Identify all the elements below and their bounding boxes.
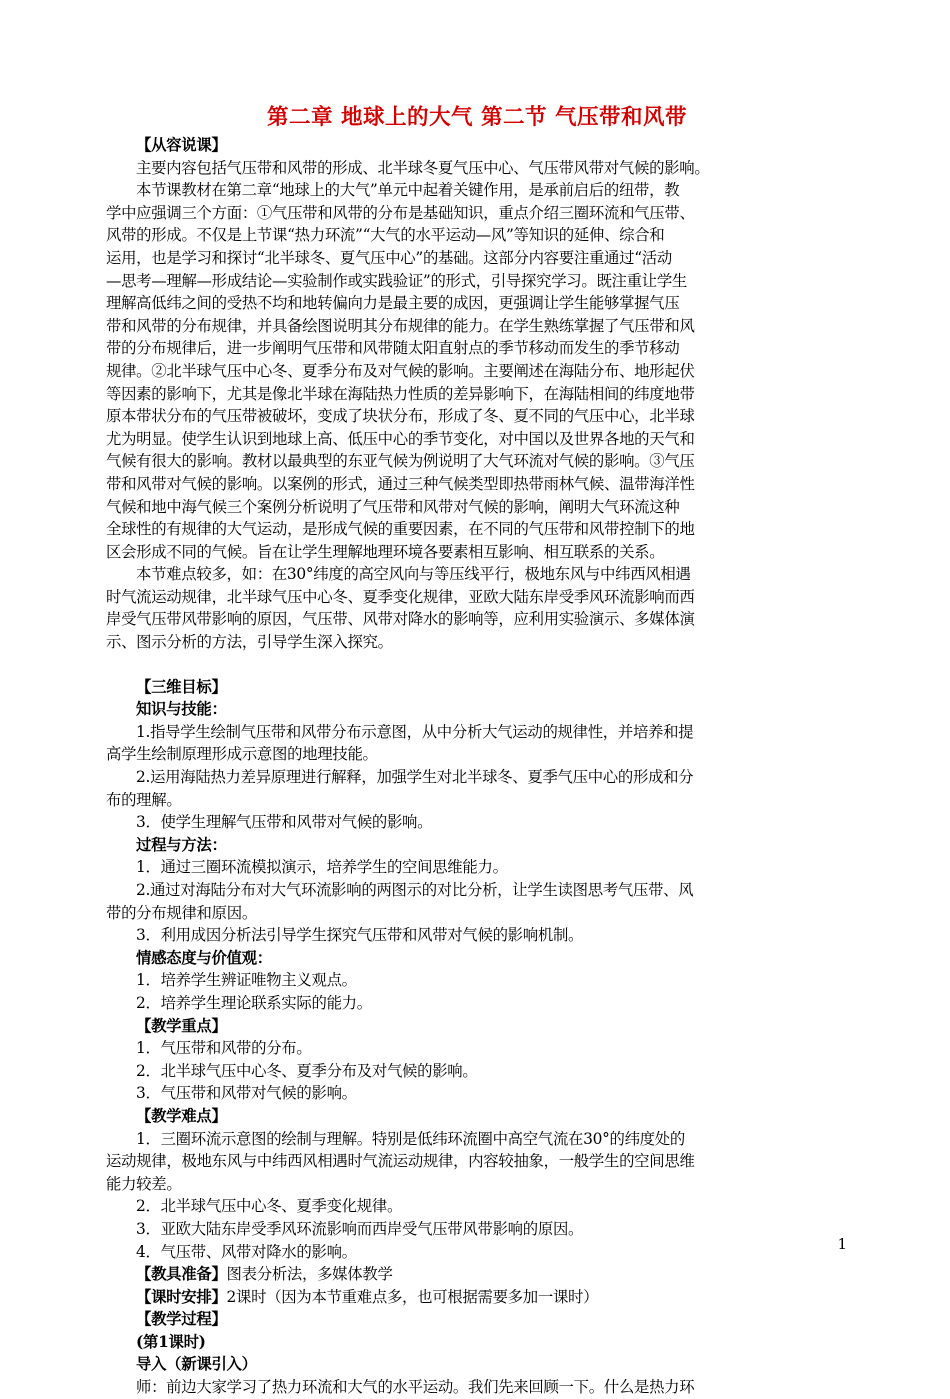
section-heading: 过程与方法： — [136, 835, 227, 854]
text-line: 布的理解。 — [106, 790, 182, 809]
inline-heading: 【课时安排】 — [136, 1287, 227, 1306]
text-line: 1．三圈环流示意图的绘制与理解。特别是低纬环流圈中高空气流在30°的纬度处的 — [136, 1129, 685, 1148]
text-line: 4．气压带、风带对降水的影响。 — [136, 1242, 357, 1261]
inline-heading: 【教具准备】 — [136, 1265, 227, 1284]
text-line: 全球性的有规律的大气运动，是形成气候的重要因素，在不同的气压带和风带控制下的地 — [106, 520, 695, 539]
text-line: 原本带状分布的气压带被破坏，变成了块状分布，形成了冬、夏不同的气压中心，北半球 — [106, 407, 695, 426]
document-body — [106, 134, 848, 1399]
text-line: 带和风带的分布规律，并具备绘图说明其分布规律的能力。在学生熟练掌握了气压带和风 — [106, 316, 695, 335]
section-heading: 情感态度与价值观： — [136, 948, 272, 967]
text-line: 带和风带对气候的影响。以案例的形式，通过三种气候类型即热带雨林气候、温带海洋性 — [106, 474, 695, 493]
text-line: 气候有很大的影响。教材以最典型的东亚气候为例说明了大气环流对气候的影响。③气压 — [106, 452, 695, 471]
text-line: 气候和地中海气候三个案例分析说明了气压带和风带对气候的影响，阐明大气环流这种 — [106, 497, 680, 516]
text-line: 风带的形成。不仅是上节课“热力环流”“大气的水平运动—风”等知识的延伸、综合和 — [106, 226, 665, 245]
document-title: 第二章 地球上的大气 第二节 气压带和风带 — [267, 105, 687, 130]
text-line: 运用，也是学习和探讨“北半球冬、夏气压中心”的基础。这部分内容要注重通过“活动 — [106, 248, 672, 267]
text-line: 等因素的影响下，尤其是像北半球在海陆热力性质的差异影响下，在海陆相间的纬度地带 — [106, 384, 695, 403]
text-line: 3．使学生理解气压带和风带对气候的影响。 — [136, 813, 433, 832]
text-line — [106, 1263, 848, 1286]
text-line: 主要内容包括气压带和风带的形成、北半球冬夏气压中心、气压带风带对气候的影响。 — [136, 158, 710, 177]
text-line: 能力较差。 — [106, 1174, 182, 1193]
text-line: 2.通过对海陆分布对大气环流影响的两图示的对比分析，让学生读图思考气压带、风 — [136, 881, 694, 899]
text-line: 高学生绘制原理形成示意图的地理技能。 — [106, 745, 378, 764]
section-heading: 导入（新课引入） — [136, 1355, 257, 1374]
text-line: 本节课教材在第二章“地球上的大气”单元中起着关键作用，是承前启后的纽带，教 — [136, 181, 680, 200]
page-number: 1 — [837, 1235, 847, 1253]
section-heading: 【教学重点】 — [136, 1016, 227, 1035]
section-heading: 知识与技能： — [136, 700, 227, 719]
text-line: 运动规律，极地东风与中纬西风相遇时气流运动规律，内容较抽象，一般学生的空间思维 — [106, 1152, 695, 1171]
text-line: 1.指导学生绘制气压带和风带分布示意图，从中分析大气运动的规律性，并培养和提 — [136, 722, 694, 741]
text-line: 1．气压带和风带的分布。 — [136, 1039, 312, 1058]
text-line: 区会形成不同的气候。旨在让学生理解地理环境各要素相互影响、相互联系的关系。 — [106, 542, 665, 561]
text-line: 学中应强调三个方面：①气压带和风带的分布是基础知识，重点介绍三圈环流和气压带、 — [106, 203, 695, 222]
text-line: 2.运用海陆热力差异原理进行解释，加强学生对北半球冬、夏季气压中心的形成和分 — [136, 768, 694, 787]
text-line: —思考—理解—形成结论—实验制作或实践验证”的形式，引导探究学习。既注重让学生 — [106, 271, 688, 290]
inline-text: 2课时（因为本节重难点多，也可根据需要多加一课时） — [226, 1287, 599, 1306]
text-line: 2．培养学生理论联系实际的能力。 — [136, 993, 372, 1012]
text-line: 1．通过三圈环流模拟演示，培养学生的空间思维能力。 — [136, 858, 508, 877]
text-line: 师：前边大家学习了热力环流和大气的水平运动。我们先来回顾一下。什么是热力环 — [136, 1378, 695, 1397]
text-line: 带的分布规律后，进一步阐明气压带和风带随太阳直射点的季节移动而发生的季节移动 — [106, 339, 680, 358]
text-line: 本节难点较多，如：在30°纬度的高空风向与等压线平行，极地东风与中纬西风相遇 — [136, 565, 691, 584]
text-line: 尤为明显。使学生认识到地球上高、低压中心的季节变化，对中国以及世界各地的天气和 — [106, 429, 695, 448]
blank-line — [106, 654, 848, 676]
text-line: 2．北半球气压中心冬、夏季分布及对气候的影响。 — [136, 1061, 478, 1080]
text-line: 时气流运动规律，北半球气压中心冬、夏季变化规律，亚欧大陆东岸受季风环流影响而西 — [106, 587, 695, 606]
document-page — [106, 104, 848, 1399]
text-line: 岸受气压带风带影响的原因，气压带、风带对降水的影响等，应利用实验演示、多媒体演 — [106, 610, 695, 629]
text-line: 1．培养学生辨证唯物主义观点。 — [136, 971, 357, 990]
section-heading: 【教学难点】 — [136, 1106, 227, 1125]
text-line: 示、图示分析的方法，引导学生深入探究。 — [106, 633, 393, 652]
section-heading: 【教学过程】 — [136, 1310, 227, 1329]
section-heading: 【三维目标】 — [136, 677, 227, 696]
inline-text: 图表分析法，多媒体教学 — [226, 1265, 393, 1284]
section-heading: 【从容说课】 — [136, 136, 227, 154]
text-line — [106, 1286, 848, 1309]
text-line: 3．利用成因分析法引导学生探究气压带和风带对气候的影响机制。 — [136, 926, 584, 945]
text-line: 3．亚欧大陆东岸受季风环流影响而西岸受气压带风带影响的原因。 — [136, 1219, 584, 1238]
text-line: 2．北半球气压中心冬、夏季变化规律。 — [136, 1197, 403, 1216]
text-line: 3．气压带和风带对气候的影响。 — [136, 1084, 357, 1103]
text-line: 规律。②北半球气压中心冬、夏季分布及对气候的影响。主要阐述在海陆分布、地形起伏 — [106, 361, 695, 380]
text-line: 带的分布规律和原因。 — [106, 903, 257, 922]
section-heading: (第1课时) — [136, 1332, 206, 1351]
text-line: 理解高低纬之间的受热不均和地转偏向力是最主要的成因，更强调让学生能够掌握气压 — [106, 294, 680, 313]
